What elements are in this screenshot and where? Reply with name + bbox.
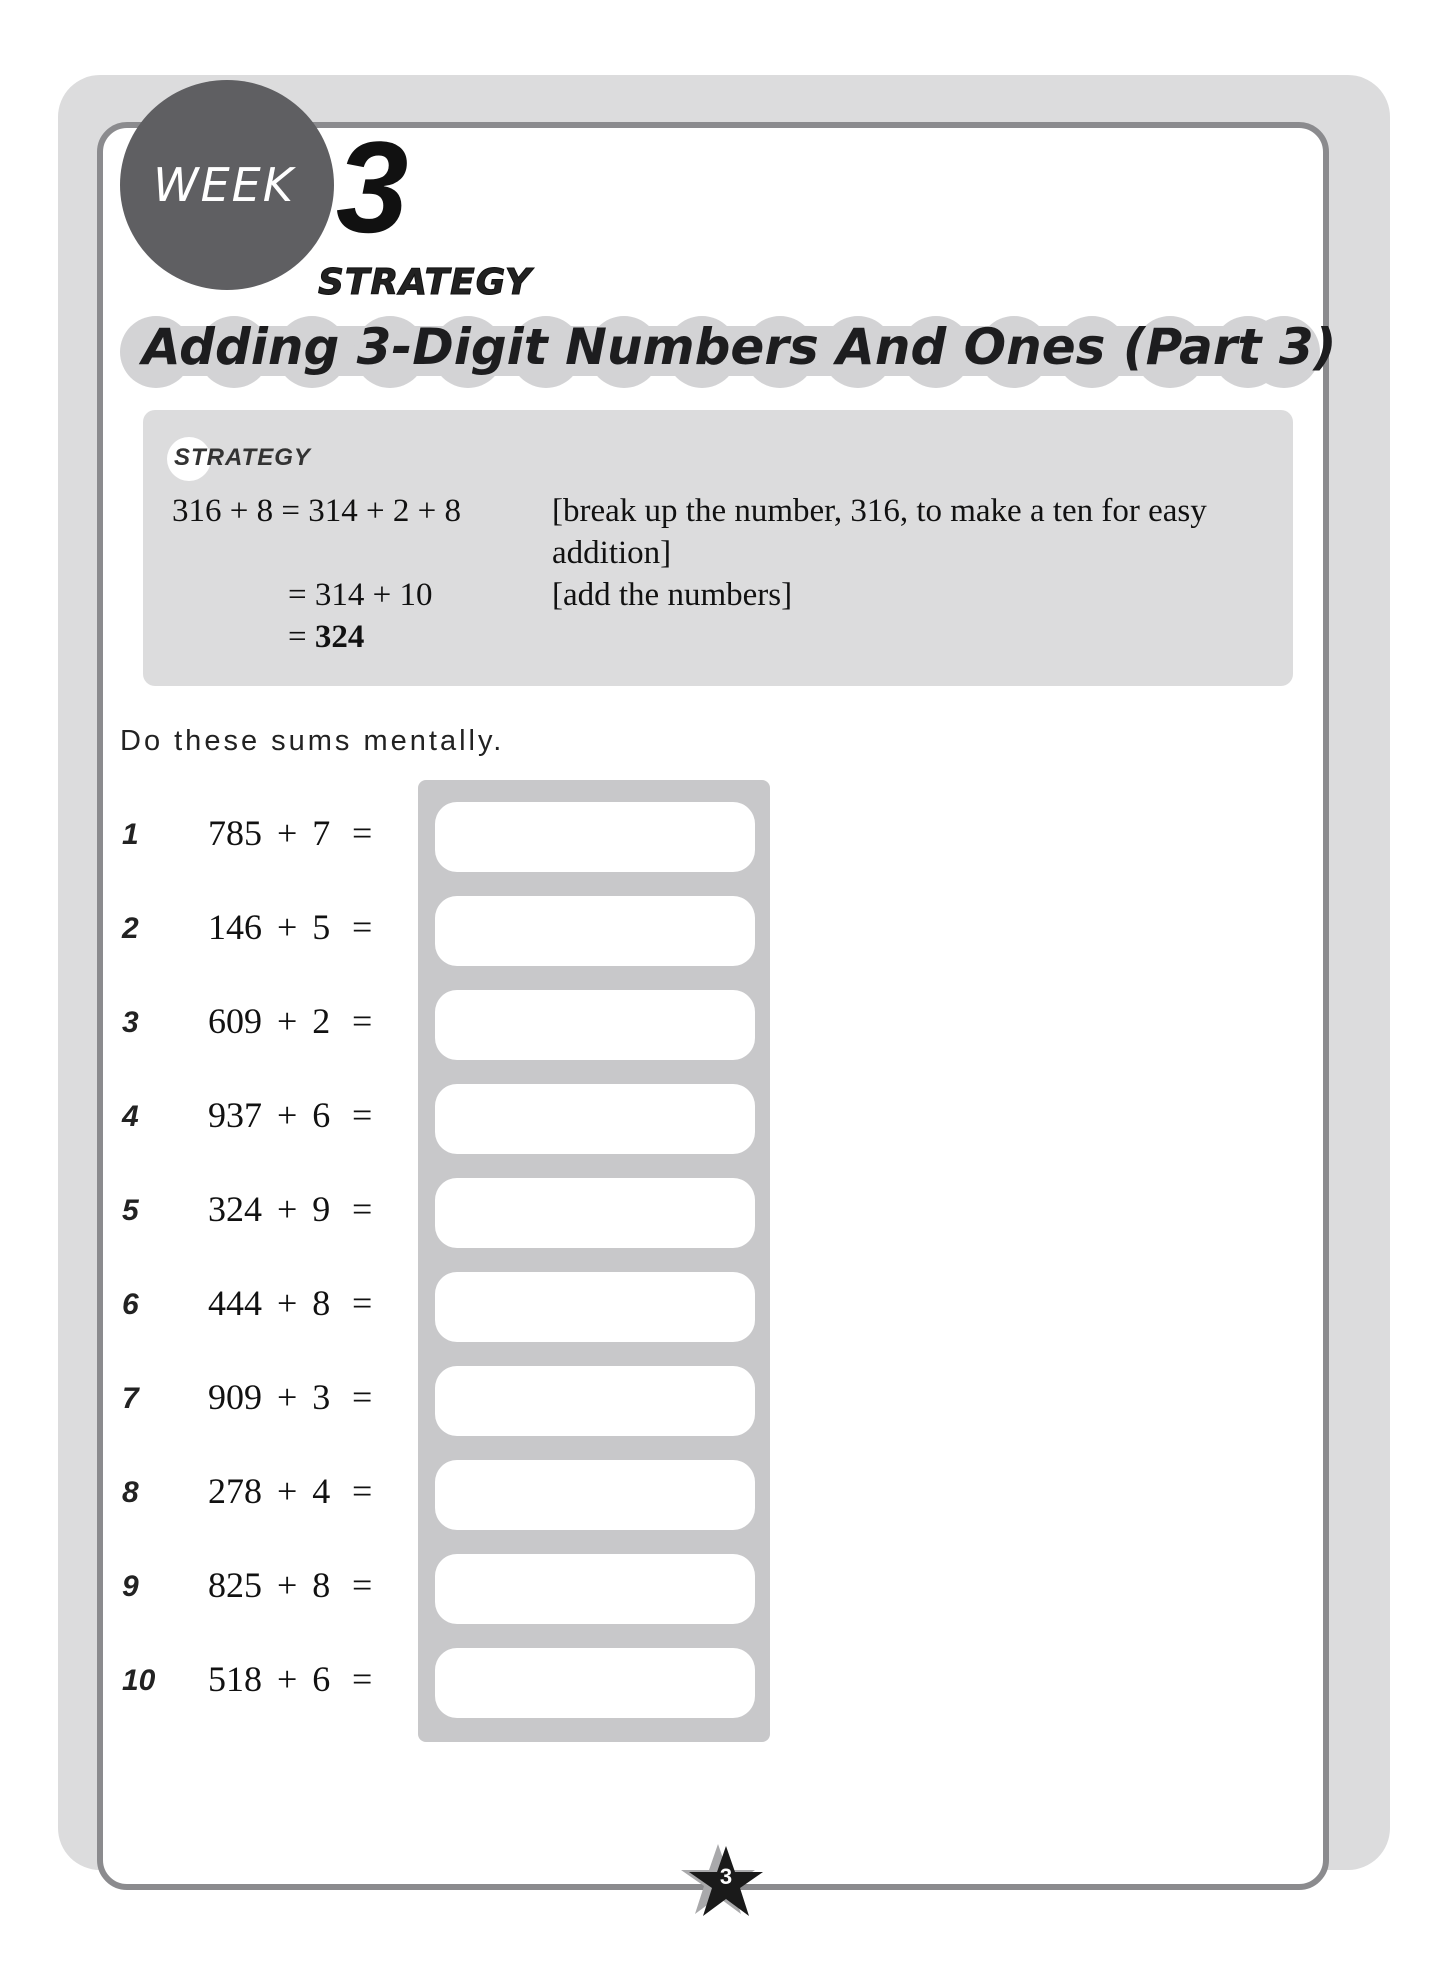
question-expression: 825 + 8 — [208, 1565, 331, 1605]
question-expression: 278 + 4 — [208, 1471, 331, 1511]
question-number: 8 — [122, 1476, 139, 1509]
answer-box[interactable] — [435, 990, 755, 1060]
question-expression: 518 + 6 — [208, 1659, 331, 1699]
answer-box[interactable] — [435, 896, 755, 966]
question-row — [0, 1178, 1445, 1250]
question-number: 5 — [122, 1194, 139, 1227]
equals-sign: = — [352, 907, 373, 947]
question-row — [0, 896, 1445, 968]
question-row — [0, 802, 1445, 874]
question-number: 10 — [122, 1664, 156, 1697]
question-row — [0, 1084, 1445, 1156]
answer-box[interactable] — [435, 802, 755, 872]
question-row — [0, 1272, 1445, 1344]
equals-sign: = — [352, 813, 373, 853]
week-number: 3 — [336, 114, 405, 260]
equals-sign: = — [352, 1659, 373, 1699]
question-expression: 324 + 9 — [208, 1189, 331, 1229]
question-number: 1 — [122, 818, 139, 851]
question-expression: 146 + 5 — [208, 907, 331, 947]
equals-sign: = — [352, 1377, 373, 1417]
answer-box[interactable] — [435, 1272, 755, 1342]
week-label: WEEK — [153, 158, 295, 212]
question-row — [0, 990, 1445, 1062]
answer-box[interactable] — [435, 1648, 755, 1718]
question-row — [0, 1648, 1445, 1720]
answer-box[interactable] — [435, 1084, 755, 1154]
question-number: 6 — [122, 1288, 139, 1321]
answer-box[interactable] — [435, 1178, 755, 1248]
question-number: 3 — [122, 1006, 139, 1039]
strategy-box-label: STRATEGY — [174, 444, 311, 471]
strategy-line-3 — [288, 619, 364, 656]
equals-sign: = — [352, 1189, 373, 1229]
question-row — [0, 1554, 1445, 1626]
strategy-line-2: = 314 + 10 — [288, 577, 433, 613]
strategy-line-1: 316 + 8 = 314 + 2 + 8 — [172, 493, 461, 529]
answer-box[interactable] — [435, 1554, 755, 1624]
equals-sign: = — [352, 1283, 373, 1323]
strategy-note-2: [add the numbers] — [552, 577, 793, 613]
answer-box[interactable] — [435, 1366, 755, 1436]
question-expression: 909 + 3 — [208, 1377, 331, 1417]
week-badge — [120, 80, 334, 290]
question-row — [0, 1460, 1445, 1532]
strategy-banner: STRATEGY — [318, 262, 532, 303]
question-number: 2 — [122, 912, 139, 945]
question-number: 4 — [122, 1100, 139, 1133]
page-number-badge — [680, 1840, 770, 1920]
strategy-note-1: [break up the number, 316, to make a ten for easy addition] — [552, 493, 1207, 571]
equals-sign: = — [352, 1095, 373, 1135]
answer-box[interactable] — [435, 1460, 755, 1530]
question-row — [0, 1366, 1445, 1438]
equals-sign: = — [352, 1471, 373, 1511]
equals-sign: = — [352, 1565, 373, 1605]
instructions: Do these sums mentally. — [120, 725, 505, 757]
strategy-line-3-prefix: = — [288, 619, 315, 655]
question-expression: 937 + 6 — [208, 1095, 331, 1135]
question-expression: 609 + 2 — [208, 1001, 331, 1041]
page-title: Adding 3-Digit Numbers And Ones (Part 3) — [142, 318, 1337, 376]
question-number: 9 — [122, 1570, 139, 1603]
question-number: 7 — [122, 1382, 139, 1415]
question-expression: 785 + 7 — [208, 813, 331, 853]
strategy-result: 324 — [314, 619, 365, 655]
page-number: 3 — [719, 1864, 733, 1889]
equals-sign: = — [352, 1001, 373, 1041]
question-expression: 444 + 8 — [208, 1283, 331, 1323]
